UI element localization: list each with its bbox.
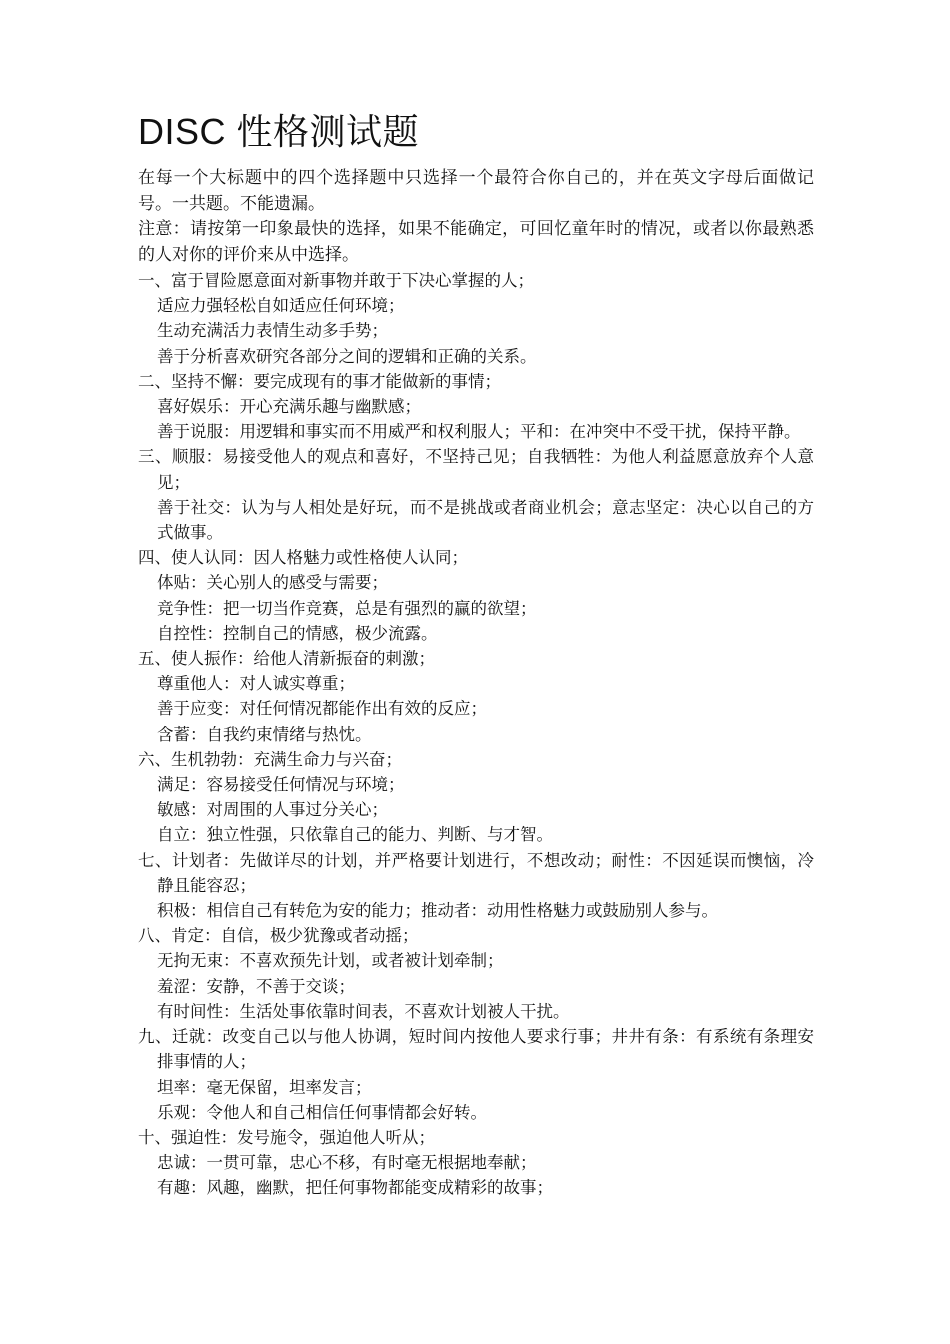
question-heading: 十、强迫性：发号施令，强迫他人听从； xyxy=(138,1127,435,1147)
question-option: 善于说服：用逻辑和事实而不用威严和权利服人；平和：在冲突中不受干扰，保持平静。 xyxy=(157,422,801,442)
question-5 xyxy=(138,646,814,747)
question-9 xyxy=(138,1024,814,1125)
question-option: 尊重他人：对人诚实尊重； xyxy=(157,674,355,694)
question-option: 坦率：毫无保留，坦率发言； xyxy=(157,1077,372,1097)
question-option: 善于应变：对任何情况都能作出有效的反应； xyxy=(157,699,487,719)
question-option: 自控性：控制自己的情感，极少流露。 xyxy=(157,623,438,643)
question-option: 敏感：对周围的人事过分关心； xyxy=(157,800,388,820)
question-heading: 七、计划者：先做详尽的计划，并严格要计划进行，不想改动；耐性：不因延误而懊恼，冷静且能容忍； xyxy=(138,850,814,895)
page-title: DISC 性格测试题 xyxy=(138,111,420,152)
question-2 xyxy=(138,369,814,445)
question-option: 忠诚：一贯可靠，忠心不移，有时毫无根据地奉献； xyxy=(157,1153,537,1173)
question-8 xyxy=(138,923,814,1024)
question-option: 竞争性：把一切当作竞赛，总是有强烈的赢的欲望； xyxy=(157,598,537,618)
question-option: 自立：独立性强，只依靠自己的能力、判断、与才智。 xyxy=(157,825,553,845)
question-option: 适应力强轻松自如适应任何环境； xyxy=(157,296,405,316)
question-heading: 五、使人振作：给他人清新振奋的刺激； xyxy=(138,649,435,669)
question-heading: 六、生机勃勃：充满生命力与兴奋； xyxy=(138,749,402,769)
question-option: 满足：容易接受任何情况与环境； xyxy=(157,775,405,795)
notice-paragraph: 注意：请按第一印象最快的选择，如果不能确定，可回忆童年时的情况，或者以你最熟悉的人对你的评价来从中选择。 xyxy=(138,219,814,265)
question-heading: 四、使人认同：因人格魅力或性格使人认同； xyxy=(138,548,468,568)
question-heading: 九、迁就：改变自己以与他人协调，短时间内按他人要求行事；井井有条：有系统有条理安排事情的人； xyxy=(138,1027,814,1072)
question-option: 有时间性：生活处事依靠时间表，不喜欢计划被人干扰。 xyxy=(157,1001,570,1021)
question-heading: 一、富于冒险愿意面对新事物并敢于下决心掌握的人； xyxy=(138,271,534,290)
question-option: 积极：相信自己有转危为安的能力；推动者：动用性格魅力或鼓励别人参与。 xyxy=(157,901,718,921)
question-option: 喜好娱乐：开心充满乐趣与幽默感； xyxy=(157,397,421,417)
question-3 xyxy=(138,444,814,545)
question-4 xyxy=(138,545,814,646)
question-option: 有趣：风趣，幽默，把任何事物都能变成精彩的故事； xyxy=(157,1178,553,1198)
question-10 xyxy=(138,1125,814,1201)
question-option: 含蓄：自我约束情绪与热忱。 xyxy=(157,724,372,744)
question-option: 羞涩：安静，不善于交谈； xyxy=(157,976,355,996)
document-body xyxy=(138,166,814,1201)
question-option: 善于社交：认为与人相处是好玩，而不是挑战或者商业机会；意志坚定：决心以自己的方式做事。 xyxy=(157,497,814,543)
question-option: 善于分析喜欢研究各部分之间的逻辑和正确的关系。 xyxy=(157,346,537,366)
question-7 xyxy=(138,848,814,924)
question-heading: 三、顺服：易接受他人的观点和喜好，不坚持己见；自我牺牲：为他人利益愿意放弃个人意见； xyxy=(138,447,814,492)
question-1 xyxy=(138,268,814,369)
question-option: 生动充满活力表情生动多手势； xyxy=(157,321,388,341)
instruction-paragraph: 在每一个大标题中的四个选择题中只选择一个最符合你自己的，并在英文字母后面做记号。一共题。不能遗漏。 xyxy=(138,168,814,214)
question-option: 乐观：令他人和自己相信任何事情都会好转。 xyxy=(157,1102,487,1122)
question-list xyxy=(138,268,814,1201)
question-heading: 二、坚持不懈：要完成现有的事才能做新的事情； xyxy=(138,371,501,391)
question-heading: 八、肯定：自信，极少犹豫或者动摇； xyxy=(138,926,419,946)
question-option: 无拘无束：不喜欢预先计划，或者被计划牵制； xyxy=(157,951,504,971)
question-6 xyxy=(138,747,814,848)
question-option: 体贴：关心别人的感受与需要； xyxy=(157,573,388,593)
instructions xyxy=(138,166,814,268)
